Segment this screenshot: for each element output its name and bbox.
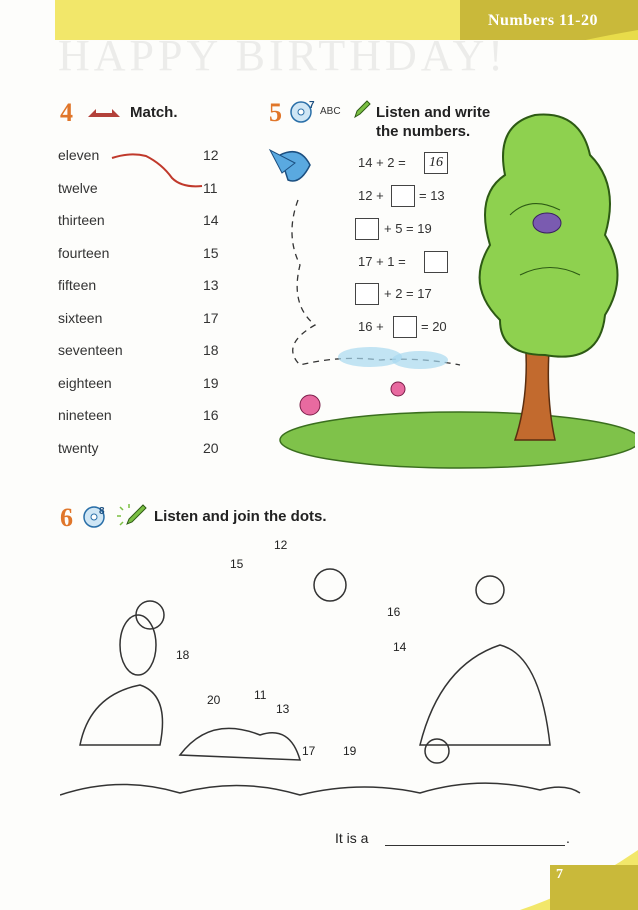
answer-box-4[interactable] (424, 251, 448, 273)
dot-label: 16 (387, 605, 401, 619)
abc-icon: ABC (320, 106, 341, 117)
equation-6-left: 16 + (358, 319, 384, 334)
number-item: 18 (203, 342, 219, 358)
cd-track-icon (82, 504, 110, 530)
equation-4-left: 17 + 1 = (358, 254, 406, 269)
word-sixteen: sixteen (58, 310, 103, 326)
dot-label: 12 (274, 538, 288, 552)
equation-6-right: = 20 (421, 319, 447, 334)
answer-prompt: It is a (335, 830, 369, 846)
match-arrows-icon (86, 105, 122, 121)
number-item: 16 (203, 407, 219, 423)
number-item: 15 (203, 245, 219, 261)
equation-3-right: + 5 = 19 (384, 221, 432, 236)
answer-box-5[interactable] (355, 283, 379, 305)
answer-box-2[interactable] (391, 185, 415, 207)
answer-box-3[interactable] (355, 218, 379, 240)
track-number: 7 (309, 100, 315, 111)
word-eleven: eleven (58, 147, 100, 163)
example-match-line (110, 150, 205, 195)
page-title: Numbers 11-20 (487, 12, 598, 29)
number-item: 12 (203, 147, 219, 163)
word-eighteen: eighteen (58, 375, 112, 391)
equation-2-right: = 13 (419, 188, 445, 203)
dot-label: 18 (176, 648, 190, 662)
track-number: 8 (99, 506, 105, 517)
word-seventeen: seventeen (58, 342, 123, 358)
exercise-5-instruction-line1: Listen and write (376, 104, 491, 121)
answer-box-1[interactable]: 16 (424, 152, 448, 174)
dot-label: 19 (343, 744, 357, 758)
exercise-6-instruction: Listen and join the dots. (154, 508, 327, 525)
word-fourteen: fourteen (58, 245, 110, 261)
dot-label: 15 (230, 557, 244, 571)
page-number: 7 (556, 867, 563, 882)
exercise-5-instruction-line2: the numbers. (376, 123, 471, 140)
dot-label: 11 (254, 688, 267, 702)
equation-5-right: + 2 = 17 (384, 286, 432, 301)
answer-box-6[interactable] (393, 316, 417, 338)
number-item: 14 (203, 212, 219, 228)
number-item: 20 (203, 440, 219, 456)
dot-label: 20 (207, 693, 221, 707)
word-thirteen: thirteen (58, 212, 105, 228)
dot-label: 14 (393, 640, 407, 654)
exercise-4-number: 4 (60, 98, 73, 127)
dot-label: 13 (276, 702, 290, 716)
word-nineteen: nineteen (58, 407, 112, 423)
word-twelve: twelve (58, 180, 98, 196)
exercise-4-instruction: Match. (130, 104, 178, 121)
answer-period: . (566, 830, 570, 846)
number-item: 19 (203, 375, 219, 391)
answer-line[interactable] (385, 845, 565, 846)
pencil-sparkle-icon (115, 502, 149, 530)
word-fifteen: fifteen (58, 277, 97, 293)
exercise-6-number: 6 (60, 503, 73, 532)
number-item: 11 (203, 180, 218, 196)
number-item: 17 (203, 310, 219, 326)
number-item: 13 (203, 277, 219, 293)
dot-to-dot-scene (60, 545, 585, 830)
dot-label: 17 (302, 744, 316, 758)
exercise-5-number: 5 (269, 98, 282, 127)
page-corner-decoration (520, 850, 638, 910)
ghost-heading: HAPPY BIRTHDAY! (58, 31, 507, 80)
equation-1-left: 14 + 2 = (358, 155, 406, 170)
equation-2-left: 12 + (358, 188, 384, 203)
word-twenty: twenty (58, 440, 99, 456)
